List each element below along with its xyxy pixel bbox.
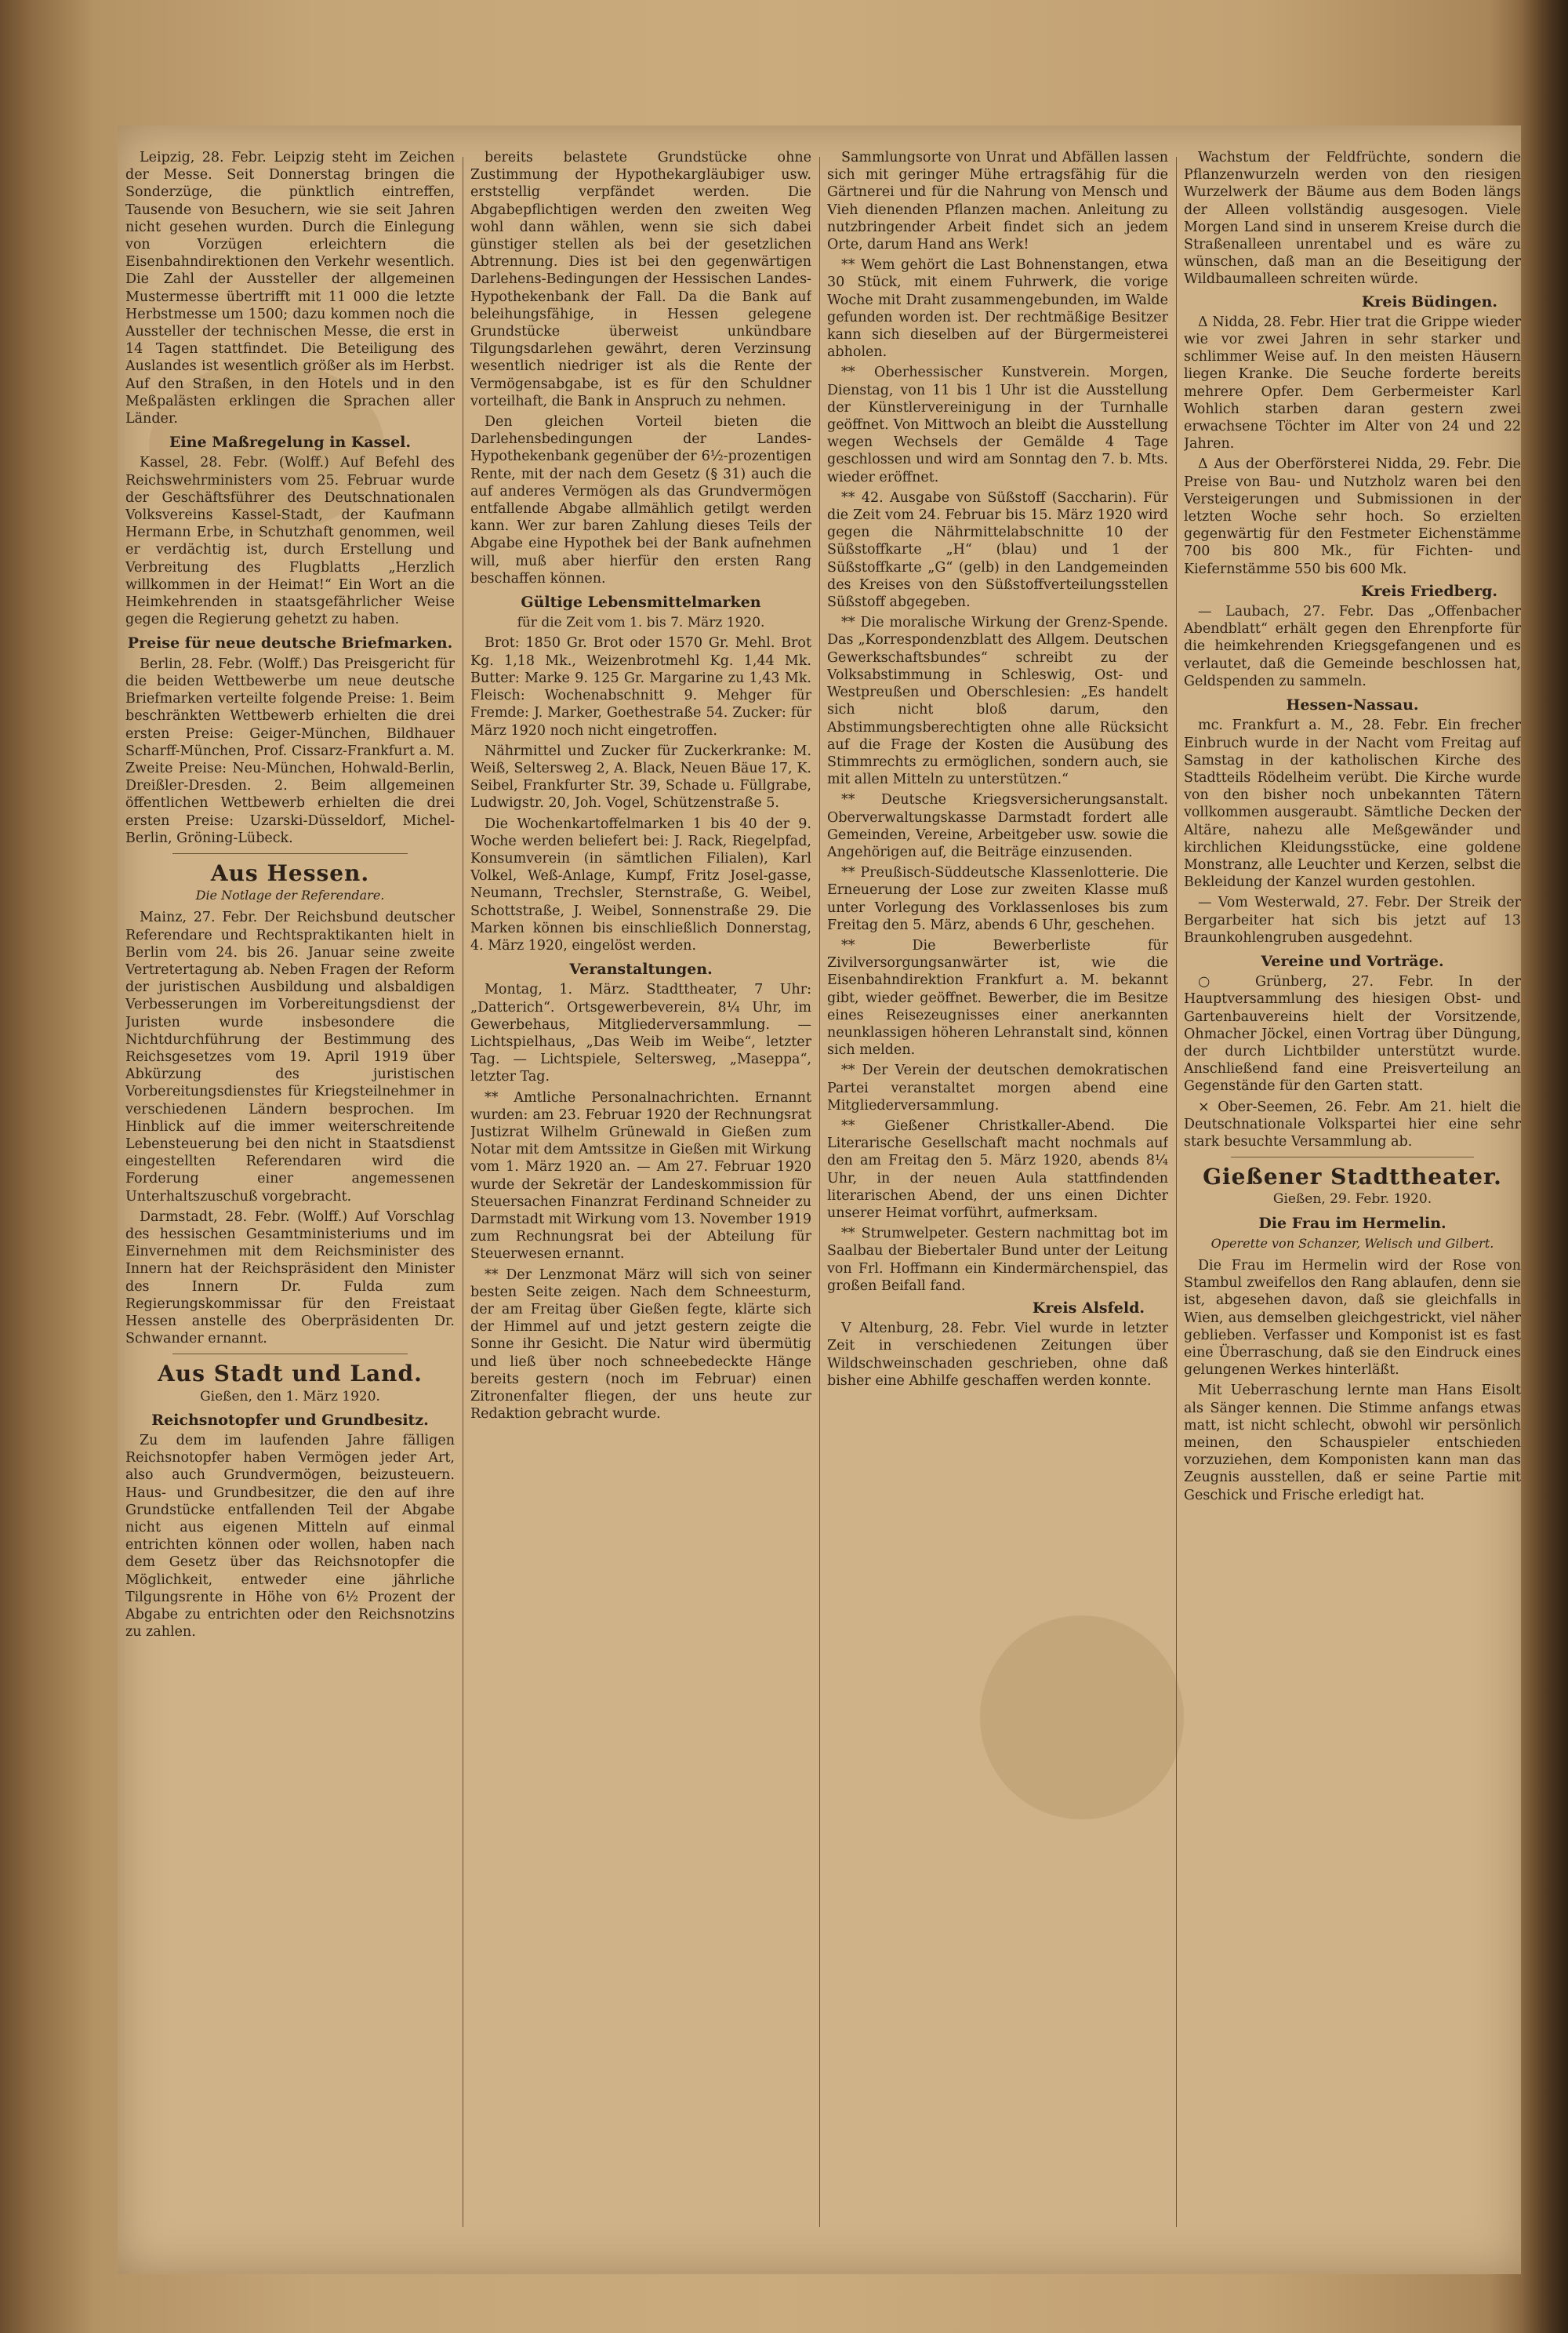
subhead-hermelin: Die Frau im Hermelin. [1258,1214,1446,1232]
article-kriegsversicherung: ** Deutsche Kriegsversicherungsanstalt. Oberverwaltungskasse Darmstadt fordert alle Gemeinden, Vereine, Arbeitgeber usw. sowie die Angehörigen auf, die Beiträge einzusenden. [827,792,1168,860]
section-stadt-und-land: Aus Stadt und Land. [158,1361,423,1387]
article-klassenlotterie: ** Preußisch-Süddeutsche Klassenlotterie. Die Erneuerung der Lose zur zweiten Klasse muß unter Vorlegung des Vorklassenloses bis zum Freitag den 5. März, abends 6 Uhr, geschehen. [827,865,1168,933]
article-veranstaltungen: Montag, 1. März. Stadttheater, 7 Uhr: „Datterich“. Ortsgewerbeverein, 8¼ Uhr, im Gewerbehaus, Mitgliederversammlung. — Lichtspielhaus, „Das Weib im Weibe“, letzter Tag. — Lichtspiele, Seltersweg, „Maseppa“, letzter Tag. [470,982,811,1085]
article-bohnenstangen: ** Wem gehört die Last Bohnenstangen, etwa 30 Stück, mit einem Fuhrwerk, die vorige Woche mit Draht zusammengebunden, im Walde gefunden worden ist. Der rechtmäßige Besitzer kann sich dieselben auf der Bürgermeisterei abholen. [827,257,1168,361]
article-christkaller: ** Gießener Christkaller-Abend. Die Literarische Gesellschaft macht nochmals auf den am Freitag den 5. März 1920, abends 8¼ Uhr, in der neuen Aula stattfindenden literarischen Abend, der uns einen Dichter unserer Heimat vorführt, aufmerksam. [827,1117,1168,1221]
article-gruenberg: ○ Grünberg, 27. Febr. In der Hauptversammlung des hiesigen Obst- und Gartenbauvereins hielt der Vorsitzende, Ohmacher Jöckel, einen Vortrag über Düngung, der durch Lichtbilder unterstützt wurde. Anschließend fand eine Preisverteilung an Gegenstände für den Garten statt. [1184,974,1521,1095]
article-unrat: Sammlungsorte von Unrat und Abfällen lassen sich mit geringer Mühe ertragsfähig für die Gärtnerei und für die Nahrung von Mensch und Vieh dienenden Pflanzen machen. Anleitung zu nutzbringender Arbeit findet sich an jedem Orte, darum Hand ans Werk! [827,150,1168,253]
article-kunstverein: ** Oberhessischer Kunstverein. Morgen, Dienstag, von 11 bis 1 Uhr ist die Ausstellung der Künstlervereinigung in der Turnhalle geöffnet. Von Mittwoch an bleibt die Ausstellung wegen Wechsels der Gemälde 4 Tage geschlossen und wird am Sonntag den 7. b. Mts. wieder eröffnet. [827,365,1168,485]
article-hypothek: bereits belastete Grundstücke ohne Zustimmung der Hypothekargläubiger usw. erststellig verpfändet werden. Die Abgabepflichtigen werden den zweiten Weg wohl dann wählen, wenn sie sich dabei günstiger stellen als bei der gesetzlichen Abtrennung. Dies ist bei den gegenwärtigen Darlehens-Bedingungen der Hessischen Landes-Hypothekenbank der Fall. Da die Bank auf beleihungsfähige, in Hessen gelegene Grundstücke überweist unkündbare Tilgungsdarlehen gewährt, deren Verzinsung wesentlich niedriger ist als die Rente der Vermögensabgabe, ist es für den Schuldner vorteilhaft, die Bank in Anspruch zu nehmen. [470,150,811,409]
headline-briefmarken: Preise für neue deutsche Briefmarken. [127,634,453,652]
article-altenburg: V Altenburg, 28. Febr. Viel wurde in letzter Zeit in verschiedenen Zeitungen über Wildschweinschaden geschrieben, ohne daß bisher eine Abhilfe geschaffen werden konnte. [827,1321,1168,1389]
section-aus-hessen: Aus Hessen. [210,859,370,886]
subhead-operette: Operette von Schanzer, Welisch und Gilbert. [1210,1235,1494,1251]
section-stadttheater: Gießener Stadttheater. [1203,1164,1502,1190]
subhead-referendare: Die Notlage der Referendare. [195,888,385,903]
article-kassel: Kassel, 28. Febr. (Wolff.) Auf Befehl des Reichswehrministers vom 25. Februar wurde der Geschäftsführer des Deutschnationalen Volksvereins Kassel-Stadt, der Kaufmann Hermann Erbe, in Schutzhaft genommen, weil er verdächtig ist, durch Erstellung und Verbreitung des Flugblatts „Herzlich willkommen in der Heimat!“ Ein Wort an die Heimkehrenden in staatsgefährlicher Weise gegen die Regierung gehetzt zu haben. [125,455,455,628]
article-leipzig: Leipzig, 28. Febr. Leipzig steht im Zeichen der Messe. Seit Donnerstag bringen die Sonderzüge, die pünktlich eintreffen, Tausende von Besuchern, wie sie seit Jahren nicht gesehen wurden. Durch die Einlegung von Vorzügen erleichtern die Eisenbahndirektionen den Verkehr wesentlich. Die Zahl der Aussteller der allgemeinen Mustermesse übertrifft mit 11 000 die letzte Herbstmesse um 1500; dazu kommen noch die Aussteller der technischen Messe, die erst in 14 Tagen stattfindet. Die Beteiligung des Auslandes ist wesentlich größer als im Herbst. Auf den Straßen, in den Hotels und in den Meßpalästen erklingen die Sprachen aller Länder. [125,150,455,427]
article-wachstum: Wachstum der Feldfrüchte, sondern die Pflanzenwurzeln werden von den riesigen Wurzelwerk der Bäume aus dem Boden längs der Alleen vollständig ausgesogen. Viele Morgen Land sind in unserem Kreise durch die Straßenalleen unrentabel und es wäre zu wünschen, daß man an die Beseitigung der Wildbaumalleen schreiten würde. [1184,150,1521,288]
article-hermelin: Die Frau im Hermelin wird der Rose von Stambul zweifellos den Rang ablaufen, denn sie ist, abgesehen davon, daß sie gleichfalls in Wien, aus demselben gleichgestrickt, viel näher geblieben. Verfasser und Komponist ist es fast eine Überraschung, daß sie den Eindruck eines gelungenen Werkes hinterläßt. [1184,1257,1521,1379]
article-strumwelpeter: ** Strumwelpeter. Gestern nachmittag bot im Saalbau der Biebertaler Bund unter der Leitung von Frl. Hoffmann ein Kindermärchenspiel, das großen Beifall fand. [827,1226,1168,1294]
newspaper-page [118,125,1521,2274]
article-grenzspende: ** Die moralische Wirkung der Grenz-Spende. Das „Korrespondenzblatt des Allgem. Deutschen Gewerkschaftsbundes“ schreibt zu der Volksabstimmung in Schleswig, Ost- und Westpreußen und Oberschlesien: „Es handelt sich nicht bloß darum, den Abstimmungsberechtigten ohne alle Rücksicht auf die Frage der Kosten die Ausübung des Stimmrechts zu ermöglichen, sondern auch, sie mit allen Mitteln zu unterstützen.“ [827,615,1168,788]
article-nidda: Δ Nidda, 28. Febr. Hier trat die Grippe wieder wie vor zwei Jahren in sehr starker und schlimmer Weise auf. In den meisten Häusern liegen Kranke. Die Seuche forderte bereits mehrere Opfer. Dem Gerbermeister Karl Wohlich starben daran gestern zwei erwachsene Töchter im Alter von 24 und 22 Jahren. [1184,314,1521,452]
article-suessstoff: ** 42. Ausgabe von Süßstoff (Saccharin). Für die Zeit vom 24. Februar bis 15. März 1920 wird gegen die Nährmittelabschnitte 10 der Süßstoffkarte „H“ (blau) und 1 der Süßstoffkarte „G“ (gelb) in den Landgemeinden des Kreises von den Süßstoffverteilungsstellen Süßstoff abgegeben. [827,489,1168,611]
article-mainz: Mainz, 27. Febr. Der Reichsbund deutscher Referendare und Rechtspraktikanten hielt in Berlin vom 24. bis 26. Januar seine zweite Vertretertagung ab. Neben Fragen der Reform der juristischen Ausbildung und alsbaldigen Verbesserungen im Vorbereitungsdienst der Juristen wurde insbesondere die Nichtdurchführung der Bestimmung des Reichsgesetzes vom 19. April 1919 über Abkürzung des juristischen Vorbereitungsdienstes für Kriegsteilnehmer in verschiedenen Ländern besprochen. Im Hinblick auf die immer weiterschreitende Lebensteuerung bei den nicht in Staatsdienst eingestellten Referendaren wird die Forderung einer angemessenen Unterhaltszuschuß vorgebracht. [125,910,455,1205]
article-personalnachrichten: ** Amtliche Personalnachrichten. Ernannt wurden: am 23. Februar 1920 der Rechnungsrat Justizrat Wilhelm Grünewald in Gießen zum Notar mit dem Amtssitze in Gießen mit Wirkung vom 1. März 1920 an. — Am 27. Februar 1920 wurde der Sekretär der Landeskommission für Steuersachen Finanzrat Ferdinand Schneider zu Darmstadt mit Wirkung vom 13. November 1919 zum Rechnungsrat bei der Abteilung für Steuerwesen ernannt. [470,1089,811,1263]
column-2 [470,149,811,2243]
headline-kassel: Eine Maßregelung in Kassel. [169,434,411,452]
headline-vereine: Vereine und Vorträge. [1261,952,1444,970]
article-westerwald: — Vom Westerwald, 27. Febr. Der Streik der Bergarbeiter hat sich bis jetzt auf 13 Braunkohlengruben ausgedehnt. [1184,895,1521,946]
article-demokraten: ** Der Verein der deutschen demokratischen Partei veranstaltet morgen abend eine Mitgliederversammlung. [827,1063,1168,1114]
article-vorteil: Den gleichen Vorteil bieten die Darlehensbedingungen der Landes-Hypothekenbank gegenüber der 6½-prozentigen Rente, mit der nach dem Gesetz (§ 31) auch die auf anderes Vermögen als das Grundvermögen entfallende Abgabe allmählich getilgt werden kann. Wer zur baren Zahlung dieses Teils der Abgabe eine Hypothek bei der Bank aufnehmen will, muß aber hierfür den ersten Rang beschaffen können. [470,414,811,587]
article-lenzmonat: ** Der Lenzmonat März will sich von seiner besten Seite zeigen. Nach dem Schneesturm, der am Freitag über Gießen fegte, klärte sich der Himmel auf und jetzt gestern zeigte die Sonne ihr Gesicht. Die Natur wird übermütig und ließ über noch schneebedeckte Hänge bereits gestern (noch im Februar) einen Zitronenfalter fliegen, der uns heute zur Redaktion gebracht wurde. [470,1266,811,1423]
article-eisolt: Mit Ueberraschung lernte man Hans Eisolt als Sänger kennen. Die Stimme anfangs etwas matt, ist nicht schlecht, obwohl wir persönlich meinen, den Schauspieler entschieden vorzuziehen, dem Komponisten kann man das Zeugnis ausstellen, daß er seine Partie mit Geschick und Frische erledigt hat. [1184,1383,1521,1503]
article-naehrmittel: Nährmittel und Zucker für Zuckerkranke: M. Weiß, Seltersweg 2, A. Black, Neuen Bäue 17, K. Seibel, Frankfurter Str. 39, Schade u. Füllgrabe, Ludwigstr. 20, Joh. Vogel, Schützenstraße 5. [470,743,811,812]
subhead-reichsnotopfer: Reichsnotopfer und Grundbesitz. [151,1411,429,1429]
article-brot: Brot: 1850 Gr. Brot oder 1570 Gr. Mehl. Brot Kg. 1,18 Mk., Weizenbrotmehl Kg. 1,44 Mk. Butter: Marke 9. 125 Gr. Margarine zu 1,43 Mk. Fleisch: Wochenabschnitt 9. Mehger für Fremde: J. Marker, Goethestraße 54. Zucker: für März 1920 noch nicht eingetroffen. [470,635,811,739]
page-edge-shadow [1521,0,1568,2333]
dateline: Gießen, 29. Febr. 1920. [1272,1191,1432,1208]
article-darmstadt: Darmstadt, 28. Febr. (Wolff.) Auf Vorschlag des hessischen Gesamtministeriums und im Einvernehmen mit dem Reichsminister des Innern hat der Reichspräsident den Minister des Innern Dr. Fulda zum Regierungskommissar für den Freistaat Hessen anstelle des Oberpräsidenten Dr. Schwander ernannt. [125,1208,455,1347]
headline-hessen-nassau: Hessen-Nassau. [1286,696,1419,714]
article-bewerberliste: ** Die Bewerberliste für Zivilversorgungsanwärter ist, wie die Eisenbahndirektion Frankfurt a. M. bekannt gibt, wieder geöffnet. Bewerber, die im Besitze eines Reisezeugnisses einer anerkannten neunklassigen höheren Lehranstalt sind, können sich melden. [827,937,1168,1059]
column-1 [125,149,455,2243]
column-3 [827,149,1168,2243]
column-4 [1184,149,1521,2243]
article-frankfurt: mc. Frankfurt a. M., 28. Febr. Ein frecher Einbruch wurde in der Nacht vom Freitag auf Samstag in der katholischen Kirche des Stadtteils Rödelheim verübt. Die Kirche wurde von den bisher noch unbekannten Tätern vollkommen ausgeraubt. Sämtliche Decken der Altäre, nahezu alle Meßgewänder und kirchlichen Kleidungsstücke, eine goldene Monstranz, alle Leuchter und Kerzen, selbst die Bekleidung der Kanzel wurden gestohlen. [1184,718,1521,891]
headline-lebensmittelmarken: Gültige Lebensmittelmarken [521,594,761,612]
column-rule [1176,157,1177,2227]
headline-veranstaltungen: Veranstaltungen. [569,961,713,979]
headline-kreis-alsfeld: Kreis Alsfeld. [1032,1299,1145,1317]
article-ober-seemen: × Ober-Seemen, 26. Febr. Am 21. hielt die Deutschnationale Volkspartei hier eine sehr stark besuchte Versammlung ab. [1184,1099,1521,1150]
headline-kreis-friedberg: Kreis Friedberg. [1360,582,1497,600]
article-oberfoersterei: Δ Aus der Oberförsterei Nidda, 29. Febr. Die Preise von Bau- und Nutzholz waren bei den Versteigerungen und Submissionen in der letzten Woche sehr hoch. So erzielten gegenwärtig für den Festmeter Eichenstämme 700 bis 800 Mk., für Fichten- und Kiefernstämme 550 bis 600 Mk. [1184,456,1521,577]
headline-kreis-buedingen: Kreis Büdingen. [1361,293,1497,311]
dateline: Gießen, den 1. März 1920. [200,1388,380,1405]
article-briefmarken: Berlin, 28. Febr. (Wolff.) Das Preisgericht für die beiden Wettbewerbe um neue deutsche Briefmarken verteilte folgende Preise: 1. Beim beschränkten Wettbewerb erhielten die drei ersten Preise: Geiger-München, Bildhauer Scharff-München, Prof. Cissarz-Frankfurt a. M. Zweite Preise: Neu-München, Hohwald-Berlin, Dreißler-Dresden. 2. Beim allgemeinen öffentlichen Wettbewerb erhielten die drei ersten Preise: Uzarski-Düsseldorf, Michel-Berlin, Gröning-Lübeck. [125,656,455,846]
article-reichsnotopfer: Zu dem im laufenden Jahre fälligen Reichsnotopfer haben Vermögen jeder Art, also auch Grundvermögen, beizusteuern. Haus- und Grundbesitzer, die den auf ihre Grundstücke entfallenden Teil der Abgabe nicht aus eigenen Mitteln auf einmal entrichten können oder wollen, haben nach dem Gesetz über das Reichsnotopfer die Möglichkeit, entweder eine jährliche Tilgungsrente in Höhe von 6½ Prozent der Abgabe zu entrichten oder den Reichsnotzins zu zahlen. [125,1433,455,1641]
dateline: für die Zeit vom 1. bis 7. März 1920. [517,615,765,631]
article-kartoffelmarken: Die Wochenkartoffelmarken 1 bis 40 der 9. Woche werden beliefert bei: J. Rack, Riegelpfad, Konsumverein (in sämtlichen Filialen), Karl Volkel, Weß-Anlage, Kumpf, Fritz Josel-gasse, Neumann, Trechsler, Sternstraße, G. Weibel, Schottstraße, J. Weibel, Sonnenstraße 29. Die Marken können bis einschließlich Donnerstag, 4. März 1920, eingelöst werden. [470,816,811,954]
column-rule [819,157,820,2227]
article-laubach: — Laubach, 27. Febr. Das „Offenbacher Abendblatt“ erhält gegen den Ehrenpforte für die heimkehrenden Kriegsgefangenen und es verlautet, daß die Gemeinde beschlossen hat, Geldspenden zu sammeln. [1184,604,1521,689]
separator [172,853,408,854]
